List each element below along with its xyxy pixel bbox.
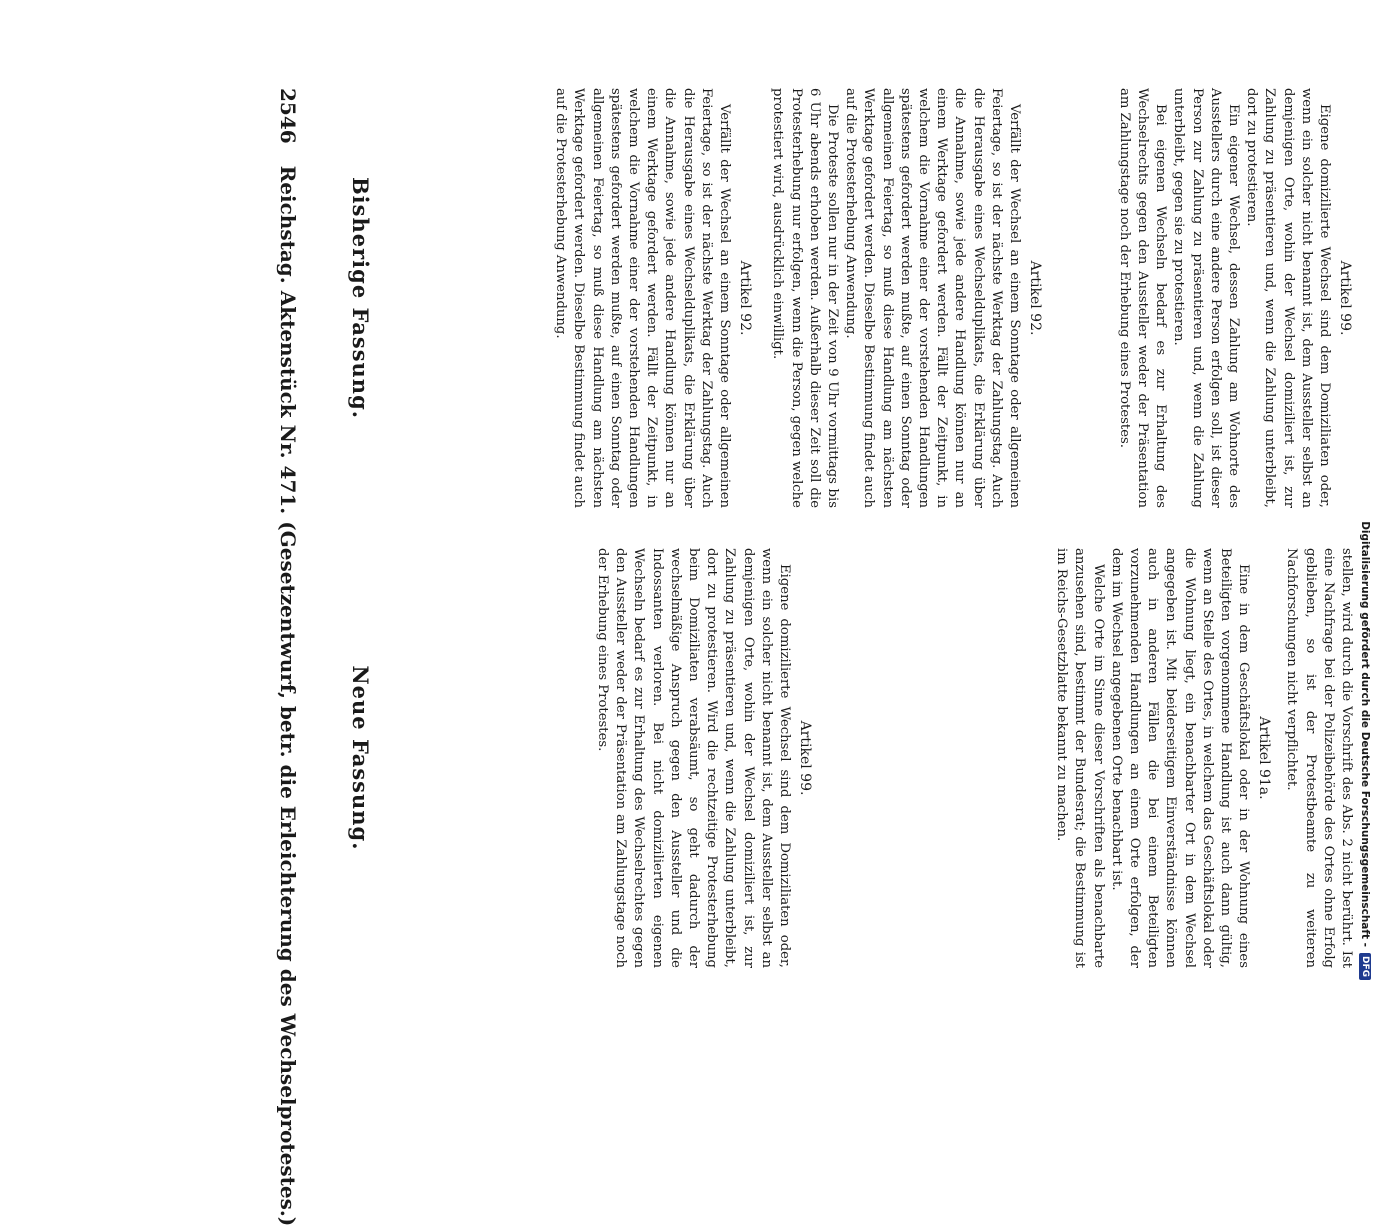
article-99-title-new: Artikel 99. [1337,260,1353,336]
article-99-text-new-2: Ein eigener Wechsel, dessen Zahlung am Wohnorte des Ausstellers durch eine andere Person erfolgen soll, ist dieser Person zur Zahlung zu präsentieren und, wenn die Zahlung unterbleibt, gegen sie zu protestieren. [1171,88,1241,508]
digitization-credit [1357,0,1373,980]
article-92-text-new-2: Die Proteste sollen nur in der Zeit von 9 Uhr vormittags bis 6 Uhr abends erhoben werden. Außerhalb dieser Zeit soll die Protesterhebung nur erfolgen, wenn die Person, gegen welche protestiert wird, ausdrücklich einwilligt. [770,88,840,508]
right-column-heading: Neue Fassung. [348,665,373,851]
article-99-old-block [593,548,823,968]
article-99-text-old: Eigene domizilierte Wechsel sind dem Domiziliaten oder, wenn ein solcher nicht benannt ist, dem Aussteller selbst an demjenigen Orte, wohin der Wechsel domiziliert ist, zur Zahlung zu präsentieren und, wenn die Zahlung unterbleibt, dort zu protestieren. Wird die rechtzeitige Protesterhebung beim Domiziliaten verabsäumt, so geht dadurch der wechselmäßige Anspruch gegen den Aussteller und die Indossanten verloren. Bei nicht domizilierten eigenen Wechseln bedarf es zur Erhaltung des Wechselrechtes gegen den Aussteller weder der Präsentation am Zahlungstage noch der Erhebung eines Protestes. [594,548,792,968]
article-92-text-old: Verfällt der Wechsel an einem Sonntage oder allgemeinen Feiertage, so ist der nächste Werktag der Zahlungstag. Auch die Herausgabe eines Wechselduplikats, die Erklärung über die Annahme, sowie jede andere Handlung können nur an einem Werktage gefordert werden. Fällt der Zeitpunkt, in welchem die Vornahme einer der vorstehenden Handlungen spätestens gefordert werden mußte, auf einen Sonntag oder allgemeinen Feiertag, so muß diese Handlung am nächsten Werktage gefordert werden. Dieselbe Bestimmung findet auch auf die Protesterhebung Anwendung. [553,88,732,508]
article-92-title-old: Artikel 92. [737,260,753,336]
article-99-new-block [1115,88,1363,508]
right-column [1052,548,1355,968]
credit-text: Digitalisierung gefördert durch die Deutsche Forschungsgemeinschaft - [1359,521,1371,947]
left-column [551,88,763,508]
article-91a-title: Artikel 91a. [1256,716,1273,800]
article-91a-text-2: Welche Orte im Sinne dieser Vorschriften als benachbarte anzusehen sind, bestimmt der Bundesrat; die Bestimmung ist im Reichs-Gesetzblatte bekannt zu machen. [1054,548,1106,968]
article-99-text-new-1: Eigene domizilierte Wechsel sind dem Domiziliaten oder, wenn ein solcher nicht benannt ist, dem Aussteller selbst an demjenigen Orte, wohin der Wechsel domiziliert ist, zur Zahlung zu präsentieren und, wenn die Zahlung unterbleibt, dort zu protestieren. [1244,88,1332,508]
left-column-heading: Bisherige Fassung. [348,176,373,420]
page-number: 2546 [276,88,300,144]
intro-text: stellen, wird durch die Vorschrift des Abs. 2 nicht berührt. Ist eine Nachfrage bei der Polizeibehörde des Ortes ohne Erfolg geblieben, so ist der Protestbeamte zu weiteren Nachforschungen nicht verpflichtet. [1284,548,1354,968]
page-header [266,88,300,1226]
article-92-title-new: Artikel 92. [1027,260,1043,336]
dfg-logo-icon: DFG [1359,953,1371,980]
page-title: Reichstag. Aktenstück Nr. 471. (Gesetzentwurf, betr. die Erleichterung des Wechselprotestes.) [276,165,300,1226]
article-99-text-new-3: Bei eigenen Wechseln bedarf es zur Erhaltung des Wechselrechts gegen den Aussteller weder der Präsentation am Zahlungstage noch der Erhebung eines Protestes. [1116,88,1169,508]
article-91a-text-1: Eine in dem Geschäftslokal oder in der Wohnung eines Beteiligten vorgenommene Handlung ist auch dann gültig, wenn an Stelle des Ortes, in welchem das Geschäftslokal oder die Wohnung liegt, ein benachbarter Ort in dem Wechsel angegeben ist. Mit beiderseitigem Einverständnisse können auch in anderen Fällen die bei einem Beteiligten vorzunehmenden Handlungen an einem Orte erfolgen, der dem im Wechsel angegebenen Orte benachbart ist. [1108,548,1252,968]
left-column-mid [768,88,1053,508]
article-92-text-new-1: Verfällt der Wechsel an einem Sonntage oder allgemeinen Feiertage, so ist der nächste Werktag der Zahlungstag. Auch die Herausgabe eines Wechselduplikats, die Erklärung über die Annahme, sowie jede andere Handlung können nur an einem Werktage gefordert werden. Fällt der Zeitpunkt, in welchem die Vornahme einer der vorstehenden Handlungen spätestens gefordert werden mußte, auf einen Sonntag oder allgemeinen Feiertag, so muß diese Handlung am nächsten Werktage gefordert werden. Dieselbe Bestimmung findet auch auf die Protesterhebung Anwendung. [843,88,1022,508]
article-99-title-old: Artikel 99. [797,720,813,796]
